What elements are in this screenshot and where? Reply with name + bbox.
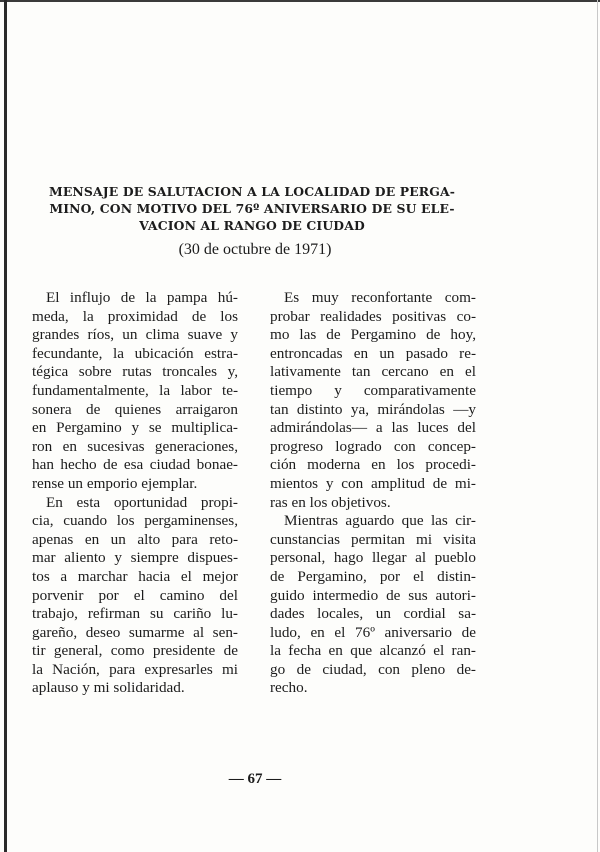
text-line: fecundante, la ubicación estra- [32, 344, 238, 362]
text-line: El influjo de la pampa hú- [46, 289, 238, 306]
text-line: la Nación, para expresarles mi [32, 660, 238, 678]
text-line: mar aliento y siempre dispues- [32, 549, 238, 567]
top-scan-edge [0, 0, 600, 2]
text-line: en Pergamino y se multiplica- [32, 419, 238, 437]
text-line: ron en sucesivas generaciones, [32, 437, 238, 455]
message-date: (30 de octubre de 1971) [178, 241, 332, 258]
text-line: tir general, como presidente de [32, 642, 238, 660]
text-line: rense un emporio ejemplar. [32, 474, 198, 492]
text-line: sonera de quienes arraigaron [32, 400, 238, 418]
title-line-1: MENSAJE DE SALUTACION A LA LOCALIDAD DE PERGA- [48, 184, 456, 199]
text-line: aplauso y mi solidaridad. [32, 679, 185, 697]
message-title [36, 183, 468, 234]
text-line: lativamente tan cercano en el [270, 363, 476, 381]
title-line-3: VACION AL RANGO DE CIUDAD [139, 218, 365, 233]
text-line: entroncadas en un pasado re- [270, 344, 476, 362]
text-line: cia, cuando los pergaminenses, [32, 512, 238, 530]
text-line: mo las de Pergamino de hoy, [270, 326, 476, 344]
text-line: go de ciudad, con pleno de- [270, 660, 476, 678]
text-line: trabajo, refirman su cariño lu- [32, 605, 238, 623]
title-line-2: MINO, CON MOTIVO DEL 76º ANIVERSARIO DE SU ELE- [49, 201, 455, 216]
text-line: ludo, en el 76º aniversario de [270, 623, 476, 641]
text-line: gareño, deseo sumarme al sen- [32, 623, 238, 641]
text-line: Es muy reconfortante com- [284, 289, 476, 306]
text-line: progreso logrado con concep- [270, 437, 476, 455]
text-line: cunstancias permitan mi visita [270, 530, 476, 548]
text-line: meda, la proximidad de los [32, 307, 238, 325]
text-line: En esta oportunidad propi- [46, 493, 238, 511]
text-line: probar realidades positivas co- [270, 307, 476, 325]
right-column-text [270, 289, 476, 698]
text-line: tiempo y comparativamente [270, 381, 476, 399]
text-line: han hecho de esa ciudad bonae- [32, 456, 238, 474]
text-line: mientos y con amplitud de mi- [270, 474, 476, 492]
text-line: porvenir por el camino del [32, 586, 238, 604]
text-line: dades locales, un cordial sa- [270, 605, 476, 623]
text-line: fundamentalmente, la labor te- [32, 381, 238, 399]
page-number: — 67 — [228, 771, 282, 787]
text-line: grandes ríos, un clima suave y [32, 326, 238, 344]
text-line: apenas en un alto para reto- [32, 530, 238, 548]
text-line: guido intermedio de sus autori- [270, 586, 476, 604]
text-line: Mientras aguardo que las cir- [284, 512, 476, 530]
text-line: tos a marchar hacia el mejor [32, 567, 238, 585]
text-line: personal, hago llegar al pueblo [270, 549, 476, 567]
text-line: de Pergamino, por el distin- [270, 567, 476, 585]
text-line: admirándolas— a las luces del [270, 419, 476, 437]
text-line: tan distinto ya, mirándolas —y [270, 400, 476, 418]
text-line: la fecha en que alcanzó el ran- [270, 642, 476, 660]
left-column-text [32, 289, 238, 698]
right-scan-edge [597, 0, 598, 852]
text-line: recho. [270, 679, 308, 697]
text-line: ción moderna en los procedi- [270, 456, 476, 474]
left-binding-rule [4, 0, 7, 852]
text-line: ras en los objetivos. [270, 493, 391, 511]
text-line: tégica sobre rutas troncales y, [32, 363, 238, 381]
